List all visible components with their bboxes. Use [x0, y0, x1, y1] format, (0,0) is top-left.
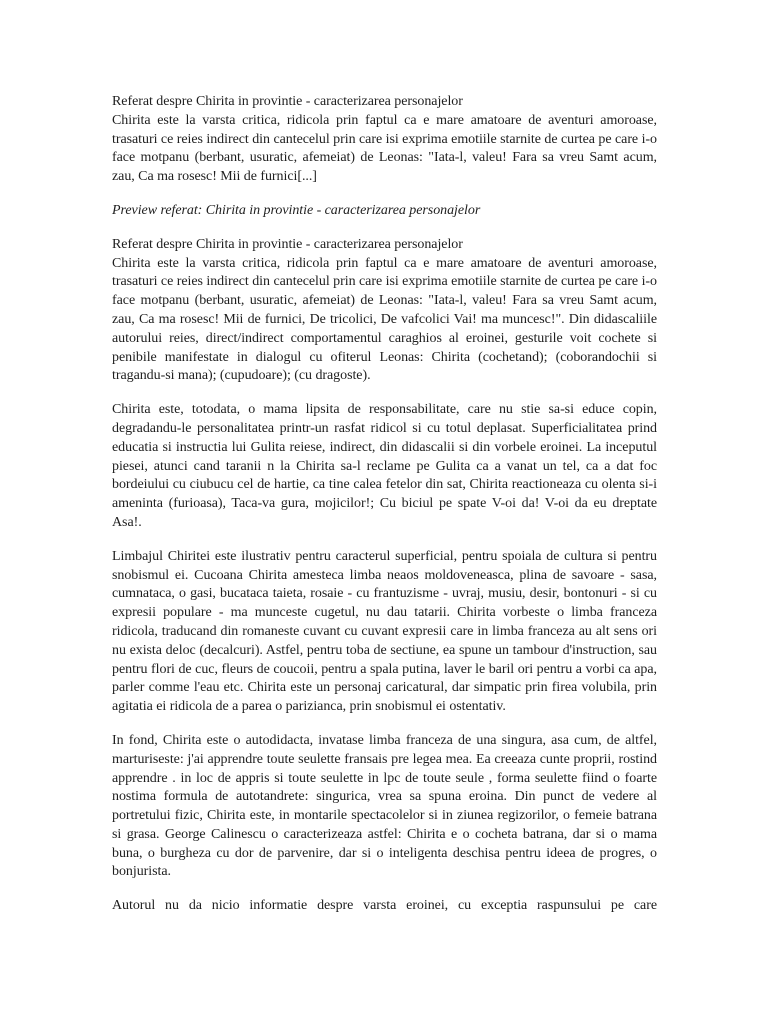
preview-label: Preview referat: Chirita in provintie - caracterizarea personajelor: [112, 202, 481, 218]
paragraph-education: Chirita este, totodata, o mama lipsita de responsabilitate, care nu stie sa-si educe copin, degradandu-le personalitatea printr-un rasfat ridicol si cu totul deplasat. Superficialitatea prind educatia si instructia lui Gulita reiese, indirect, din didascalii si din vorbele eroinei. La inceputul piesei, atunci cand taranii n la Chirita sa-l reclame pe Gulita ca a vanat un tel, ca a dat foc bordeiului cu ciubucu cel de hartie, ca tine calea fetelor din sat, Chirita reactioneaza cu olenta si-i ameninta (furioasa), Taca-va gura, mojicilor!; Cu biciul pe spate V-oi da! V-oi da eu dreptate Asa!.: [112, 402, 657, 530]
paragraph-language: Limbajul Chiritei este ilustrativ pentru caracterul superficial, pentru spoiala de cultura si pentru snobismul ei. Cucoana Chirita amesteca limba neaos moldoveneasca, plina de savoare - sasa, cumnataca, o gasi, bucataca taieta, rosaie - cu frantuzisme - uvraj, musiu, desir, bontonuri - si cu expresii populare - ma munceste cugetul, nu dau tatarii. Chirita vorbeste o limba franceza ridicola, traducand din romaneste cuvant cu cuvant expresii care in limba franceza au alt sens ori nu exista deloc (decalcuri). Astfel, pentru toba de sectiune, ea spune un tambour d'instruction, sau pentru flori de cuc, fleurs de coucoii, pentru a spala putina, laver le baril ori pentru a vorbi ca apa, parler comme l'eau etc. Chirita este un personaj caricatural, dar simpatic prin firea volubila, prin agitatia ei ridicola de a parea o parizianca, prin snobismul ei ostentativ.: [112, 548, 657, 715]
referat-text: Chirita este la varsta critica, ridicola prin faptul ca e mare amatoare de aventuri amoroase, trasaturi ce reies indirect din cantecelul prin care isi exprima emotiile starnite de curtea pe care i-o face motpanu (berbant, usuratic, afemeiat) de Leonas: "Iata-l, valeu! Fara sa vreu Samt acum, zau, Ca ma rosesc! Mii de furnici, De tricolici, De vafcolici Vai! ma muncesc!". Din didascaliile autorului reies, direct/indirect comportamentul caraghios al eroinei, gesturile voit cochete si penibile manifestate in dialogul cu ofiterul Leonas: Chirita (cochetand); (coborandochii si tragandu-si mana); (cupudoare); (cu dragoste).: [112, 255, 657, 384]
referat-title: Referat despre Chirita in provintie - caracterizarea personajelor: [112, 236, 463, 252]
paragraph-autodidact: In fond, Chirita este o autodidacta, invatase limba franceza de una singura, asa cum, de altfel, marturiseste: j'ai apprendre toute seulette fransais pre legea mea. Ea creeaza cunte proprii, rostind apprendre . in loc de appris si toute seulette in lpc de toute seule , forma seulette fiind o foarte nostima formula de autotandrete: singurica, vrea sa spuna eroina. Din punct de vedere al portretului fizic, Chirita este, in montarile spectacolelor si in ziunea regizorilor, o femeie batrana si grasa. George Calinescu o caracterizeaza astfel: Chirita e o cocheta batrana, dar si o mama buna, o burgheza cu dor de parvenire, dar si o inteligenta deschisa pentru ideea de progres, o bonjurista.: [112, 732, 657, 880]
document-body: [112, 93, 657, 931]
intro-title: Referat despre Chirita in provintie - caracterizarea personajelor: [112, 94, 463, 109]
intro-block: [112, 93, 657, 187]
referat-block: [112, 236, 657, 386]
paragraph-age: Autorul nu da nicio informatie despre varsta eroinei, cu exceptia raspunsului pe care: [112, 898, 657, 914]
intro-text: Chirita este la varsta critica, ridicola prin faptul ca e mare amatoare de aventuri amoroase, trasaturi ce reies indirect din cantecelul prin care isi exprima emotiile starnite de curtea pe care i-o face motpanu (berbant, usuratic, afemeiat) de Leonas: "Iata-l, valeu! Fara sa vreu Samt acum, zau, Ca ma rosesc! Mii de furnici[...]: [112, 112, 657, 185]
